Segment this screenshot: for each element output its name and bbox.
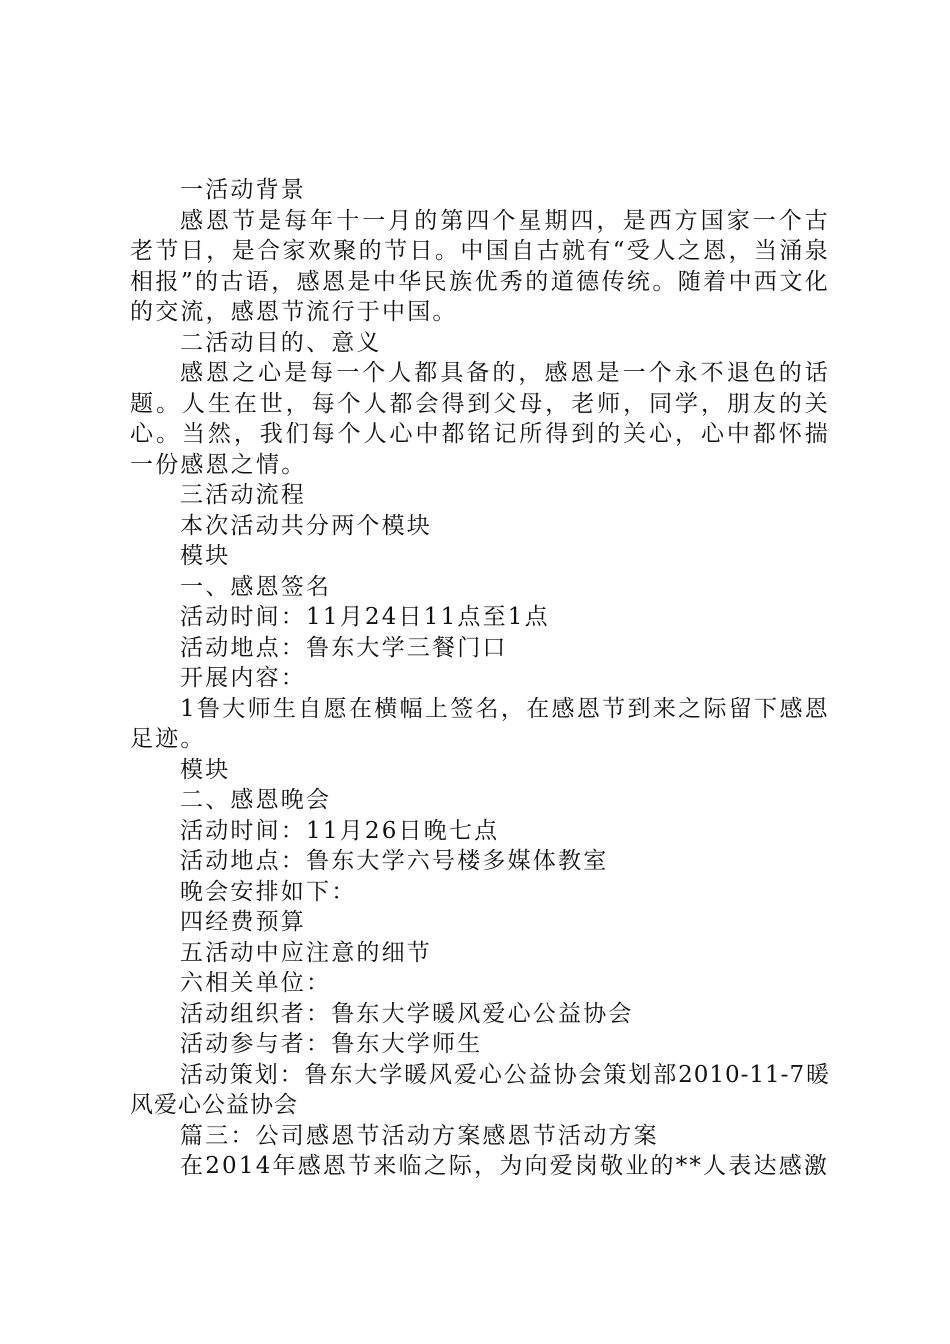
module-label-2: 模块 xyxy=(180,756,231,783)
module-2-time: 活动时间：11月26日晚七点 xyxy=(180,817,500,844)
module-1-content-label: 开展内容： xyxy=(180,665,306,691)
module-2-arrangement: 晚会安排如下： xyxy=(180,878,357,905)
heading-units: 六相关单位： xyxy=(180,970,332,996)
paragraph-background: 感恩节是每年十一月的第四个星期四，是西方国家一个古老节日，是合家欢聚的节日。中国自古就有“受人之恩，当涌泉相报”的古语，感恩是中华民族优秀的道德传统。随着中西文化的交流，感恩节流行于中国。 xyxy=(130,207,830,325)
section-three-intro: 在2014年感恩节来临之际，为向爱岗敬业的**人表达感激 xyxy=(180,1153,830,1179)
paragraph-modules: 本次活动共分两个模块 xyxy=(180,512,432,539)
module-title-1: 一、感恩签名 xyxy=(180,573,332,600)
module-title-2: 二、感恩晚会 xyxy=(180,787,332,813)
module-2-location: 活动地点：鲁东大学六号楼多媒体教室 xyxy=(180,848,609,874)
module-1-content: 1鲁大师生自愿在横幅上签名，在感恩节到来之际留下感恩足迹。 xyxy=(130,695,830,752)
planner: 活动策划：鲁东大学暖风爱心公益协会策划部2010-11-7暖风爱心公益协会 xyxy=(130,1061,830,1118)
heading-background: 一活动背景 xyxy=(180,177,306,203)
organizer: 活动组织者：鲁东大学暖风爱心公益协会 xyxy=(180,1000,634,1027)
heading-budget: 四经费预算 xyxy=(180,909,306,935)
heading-purpose: 二活动目的、意义 xyxy=(180,329,382,356)
module-1-time: 活动时间：11月24日11点至1点 xyxy=(180,604,550,630)
heading-notes: 五活动中应注意的细节 xyxy=(180,939,432,966)
participants: 活动参与者：鲁东大学师生 xyxy=(180,1031,483,1057)
heading-process: 三活动流程 xyxy=(180,482,306,508)
section-three-title: 篇三：公司感恩节活动方案感恩节活动方案 xyxy=(180,1122,659,1149)
document-body xyxy=(130,175,830,1182)
module-1-location: 活动地点：鲁东大学三餐门口 xyxy=(180,634,508,661)
module-label-1: 模块 xyxy=(180,543,231,569)
paragraph-purpose: 感恩之心是每一个人都具备的，感恩是一个永不退色的话题。人生在世，每个人都会得到父母，老师，同学，朋友的关心。当然，我们每个人心中都铭记所得到的关心，心中都怀揣一份感恩之情。 xyxy=(130,360,830,478)
